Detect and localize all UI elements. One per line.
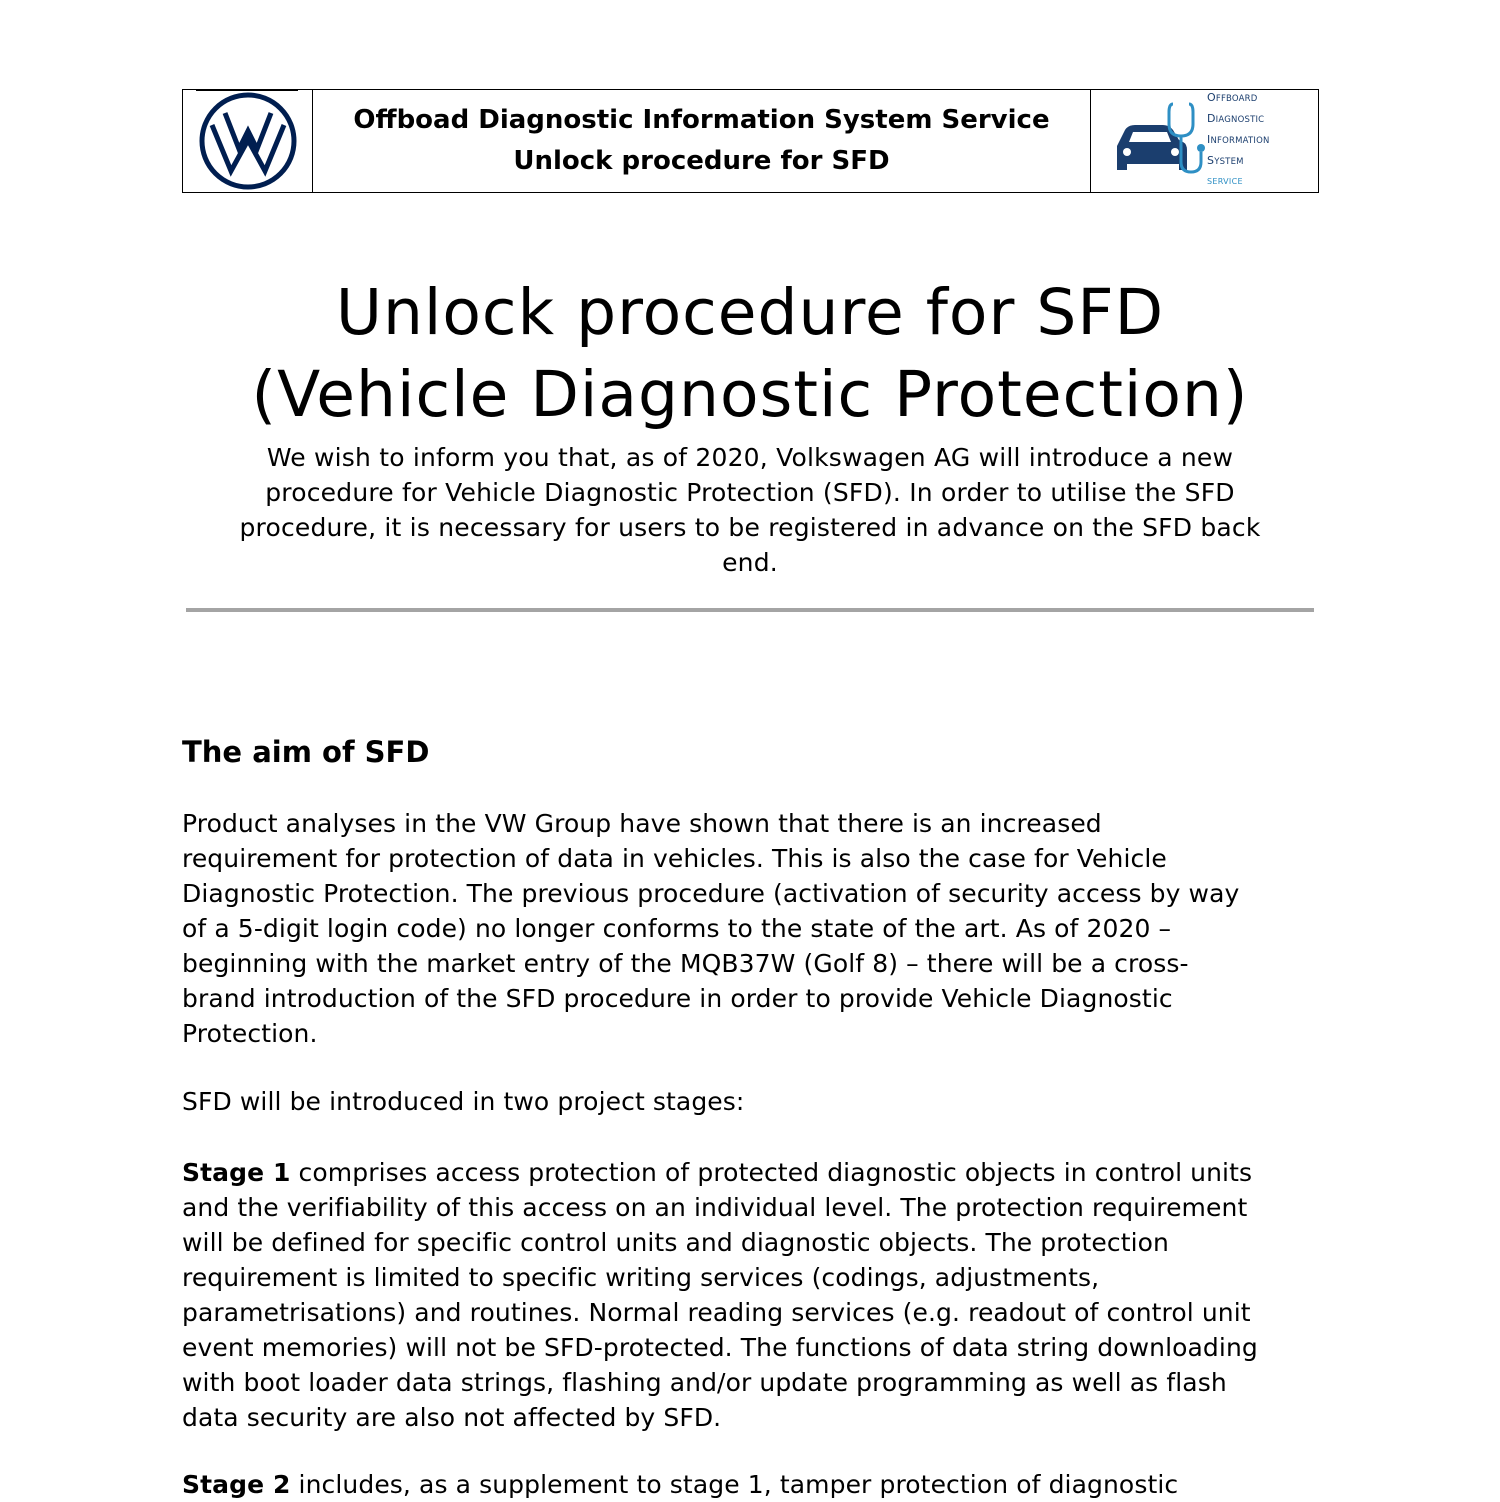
paragraph-line: parametrisations) and routines. Normal reading services (e.g. readout of control unit <box>182 1298 1251 1327</box>
paragraph-line: and the verifiability of this access on an individual level. The protection requirement <box>182 1193 1248 1222</box>
header-title-cell <box>313 90 1091 192</box>
stage2-paragraph <box>182 1467 1322 1502</box>
paragraph-line: Stage 2 includes, as a supplement to stage 1, tamper protection of diagnostic <box>182 1470 1179 1499</box>
paragraph-line: event memories) will not be SFD-protected. The functions of data string downloading <box>182 1333 1258 1362</box>
paragraph-line: beginning with the market entry of the MQB37W (Golf 8) – there will be a cross- <box>182 949 1189 978</box>
paragraph-line: with boot loader data strings, flashing and/or update programming as well as flash <box>182 1368 1227 1397</box>
stages-intro-paragraph <box>182 1084 1322 1119</box>
car-stethoscope-icon <box>1113 100 1205 182</box>
stage2-label: Stage 2 <box>182 1470 291 1499</box>
page-title-line2: (Vehicle Diagnostic Protection) <box>251 358 1249 431</box>
odis-logo-cell <box>1091 90 1318 192</box>
intro-line: We wish to inform you that, as of 2020, Volkswagen AG will introduce a new <box>266 443 1234 472</box>
paragraph-line: Stage 1 comprises access protection of protected diagnostic objects in control units <box>182 1158 1253 1187</box>
intro-paragraph <box>200 440 1300 580</box>
logo-top-rule <box>196 89 298 91</box>
paragraph-line: will be defined for specific control units and diagnostic objects. The protection <box>182 1228 1170 1257</box>
odis-line-information: INFORMATION <box>1207 132 1270 146</box>
section-heading: The aim of SFD <box>182 735 430 769</box>
stage1-label: Stage 1 <box>182 1158 291 1187</box>
horizontal-divider <box>186 608 1314 612</box>
odis-line-system: SYSTEM <box>1207 153 1244 167</box>
paragraph-line: requirement for protection of data in vehicles. This is also the case for Vehicle <box>182 844 1167 873</box>
paragraph-line: Diagnostic Protection. The previous procedure (activation of security access by way <box>182 879 1240 908</box>
paragraph-line: Protection. <box>182 1019 318 1048</box>
document-header <box>182 89 1319 193</box>
paragraph-line: of a 5-digit login code) no longer conforms to the state of the art. As of 2020 – <box>182 914 1172 943</box>
intro-line: end. <box>722 548 778 577</box>
odis-line-diagnostic: DIAGNOSTIC <box>1207 111 1265 125</box>
stage1-paragraph <box>182 1155 1322 1435</box>
paragraph-line: Product analyses in the VW Group have shown that there is an increased <box>182 809 1102 838</box>
aim-paragraph <box>182 806 1322 1051</box>
odis-line-service: SERVICE <box>1207 176 1243 186</box>
header-title-line2: Unlock procedure for SFD <box>513 146 890 176</box>
paragraph-line: requirement is limited to specific writing services (codings, adjustments, <box>182 1263 1100 1292</box>
intro-line: procedure for Vehicle Diagnostic Protection (SFD). In order to utilise the SFD <box>265 478 1235 507</box>
page-title-line1: Unlock procedure for SFD <box>335 276 1165 349</box>
vw-logo-cell <box>183 90 313 192</box>
vw-logo-icon <box>198 91 298 191</box>
paragraph-line: SFD will be introduced in two project stages: <box>182 1087 745 1116</box>
intro-line: procedure, it is necessary for users to be registered in advance on the SFD back <box>239 513 1261 542</box>
page-title <box>0 272 1500 436</box>
paragraph-line: data security are also not affected by SFD. <box>182 1403 722 1432</box>
odis-wordmark <box>1207 88 1270 191</box>
paragraph-line: brand introduction of the SFD procedure in order to provide Vehicle Diagnostic <box>182 984 1173 1013</box>
header-title-line1: Offboad Diagnostic Information System Service <box>353 105 1050 135</box>
odis-line-offboard: OFFBOARD <box>1207 90 1258 104</box>
